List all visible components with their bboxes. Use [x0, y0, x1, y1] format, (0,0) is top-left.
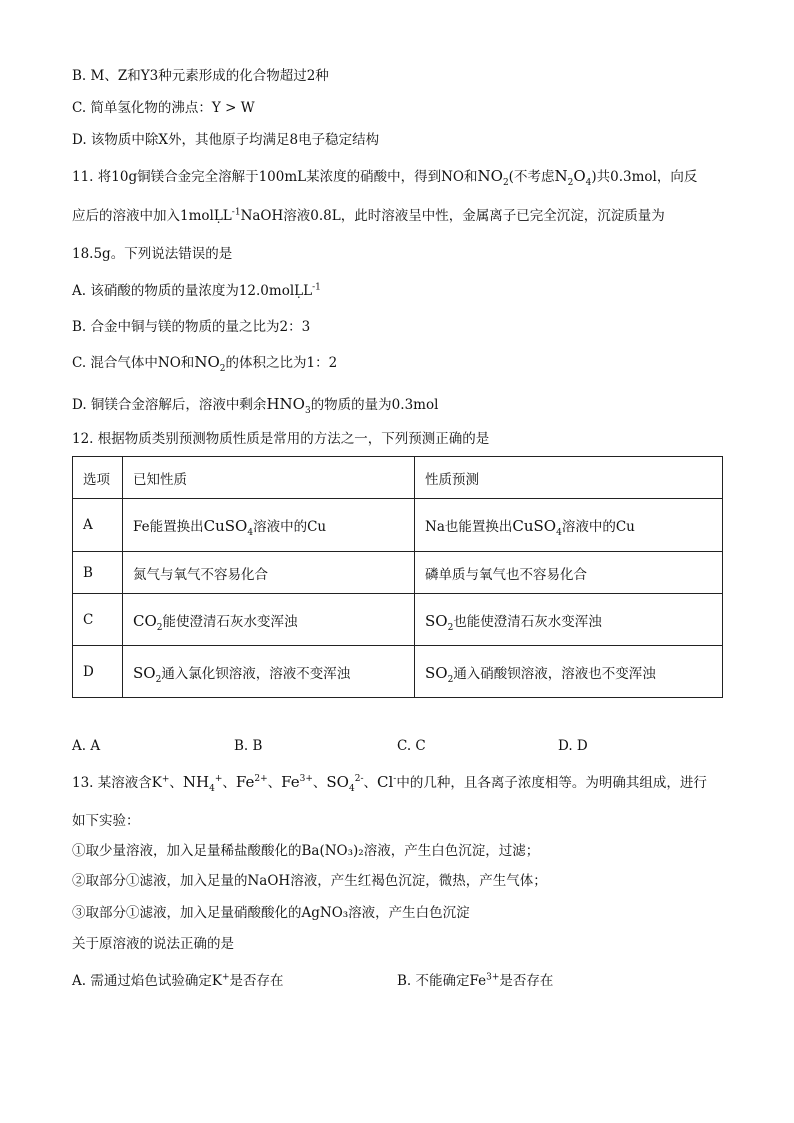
q10-option-d: D. 该物质中除X外，其他原子均满足8电子稳定结构: [72, 132, 380, 148]
q11-option-b: B. 合金中铜与镁的物质的量之比为2：3: [72, 319, 311, 335]
formula-so2: $SO_2$: [133, 663, 162, 685]
q13-step-3: ③取部分①滤液，加入足量硝酸酸化的AgNO₃溶液，产生白色沉淀: [72, 905, 470, 921]
formula-cuso4: CuSO$_4$: [203, 517, 254, 538]
formula-so2: $SO_2$: [425, 611, 454, 633]
q10-option-c: C. 简单氢化物的沸点：Y > W: [72, 100, 255, 116]
q12-option-b: B. B: [234, 738, 263, 754]
q11-stem-line-1: 11. 将10g铜镁合金完全溶解于100mL某浓度的硝酸中，得到NO和$NO_2$(不考虑$N_2O_4$)共0.3mol，向反: [72, 167, 698, 188]
cell-known: $SO_2$通入氯化钡溶液，溶液不变浑浊: [123, 646, 415, 698]
table-row: [73, 552, 723, 594]
q12-stem: 12. 根据物质类别预测物质性质是常用的方法之一，下列预测正确的是: [72, 431, 490, 447]
formula-no2: $NO_2$: [477, 167, 509, 188]
ion-cl: Cl-: [377, 773, 397, 791]
q11-option-c: C. 混合气体中NO和$NO_2$的体积之比为1：2: [72, 353, 338, 374]
q13-option-a: A. 需通过焰色试验确定K+是否存在: [72, 972, 284, 989]
q13-step-1: ①取少量溶液，加入足量稀盐酸酸化的Ba(NO₃)₂溶液，产生白色沉淀，过滤；: [72, 843, 540, 859]
cell-known: Fe能置换出CuSO$_4$溶液中的Cu: [123, 499, 415, 552]
cell-known: 氮气与氧气不容易化合: [123, 552, 415, 594]
q12-option-c: C. C: [397, 738, 426, 754]
ion-k: K+: [211, 972, 230, 989]
cell-option: B: [73, 552, 123, 594]
table-row: [73, 499, 723, 552]
q12-option-a: A. A: [72, 738, 101, 754]
q11-stem-line-2: 应后的溶液中加入1molḶL$^{-1}$NaOH溶液0.8L，此时溶液呈中性，金属离子已完全沉淀，沉淀质量为: [72, 207, 665, 224]
unit-per-litre: ḶL$^{-1}$: [294, 282, 321, 299]
ion-fe2: $Fe^{2+}$: [235, 773, 268, 791]
cell-prediction: $SO_2$通入硝酸钡溶液，溶液也不变浑浊: [415, 646, 723, 698]
header-option: 选项: [73, 457, 123, 499]
q13-option-b: B. 不能确定$Fe^{3+}$是否存在: [397, 972, 554, 989]
formula-hno3: $HNO_3$: [266, 395, 311, 416]
header-known: 已知性质: [123, 457, 415, 499]
q11-stem-line-3: 18.5g。下列说法错误的是: [72, 246, 233, 262]
q10-option-b: B. M、Z和Y3种元素形成的化合物超过2种: [72, 68, 329, 84]
formula-co2: $CO_2$: [133, 611, 163, 633]
cell-known: $CO_2$能使澄清石灰水变浑浊: [123, 594, 415, 646]
q13-stem-line-2: 如下实验：: [72, 813, 140, 829]
formula-no2: $NO_2$: [194, 353, 226, 374]
unit-per-litre: ḶL$^{-1}$: [213, 207, 241, 224]
q13-stem-line-1: 13. 某溶液含K+、$NH_4^+$、$Fe^{2+}$、$Fe^{3+}$、$SO_4^{2-}$、Cl-中的几种，且各离子浓度相等。为明确其组成，进行: [72, 773, 707, 794]
cell-prediction: Na也能置换出CuSO$_4$溶液中的Cu: [415, 499, 723, 552]
formula-so2: $SO_2$: [425, 663, 454, 685]
table-row: [73, 594, 723, 646]
q11-option-a: A. 该硝酸的物质的量浓度为12.0molḶL$^{-1}$: [72, 282, 321, 299]
table-row: [73, 646, 723, 698]
cell-option: A: [73, 499, 123, 552]
cell-option: D: [73, 646, 123, 698]
q13-question: 关于原溶液的说法正确的是: [72, 936, 234, 952]
q12-table: [72, 456, 723, 698]
table-header-row: [73, 457, 723, 499]
cell-option: C: [73, 594, 123, 646]
ion-fe3: $Fe^{3+}$: [281, 773, 313, 791]
cell-prediction: $SO_2$也能使澄清石灰水变浑浊: [415, 594, 723, 646]
q12-option-d: D. D: [558, 738, 588, 754]
q11-option-d: D. 铜镁合金溶解后，溶液中剩余$HNO_3$的物质的量为0.3mol: [72, 395, 439, 416]
ion-nh4: $NH_4^+$: [182, 773, 223, 794]
header-prediction: 性质预测: [415, 457, 723, 499]
formula-cuso4: CuSO$_4$: [512, 517, 562, 538]
formula-n2o4: $N_2O_4$: [554, 167, 592, 188]
ion-so4: $SO_4^{2-}$: [326, 773, 364, 794]
q13-step-2: ②取部分①滤液，加入足量的NaOH溶液，产生红褐色沉淀，微热，产生气体；: [72, 873, 547, 889]
ion-k: K+: [151, 774, 170, 791]
cell-prediction: 磷单质与氧气也不容易化合: [415, 552, 723, 594]
ion-fe3: $Fe^{3+}$: [469, 972, 500, 989]
